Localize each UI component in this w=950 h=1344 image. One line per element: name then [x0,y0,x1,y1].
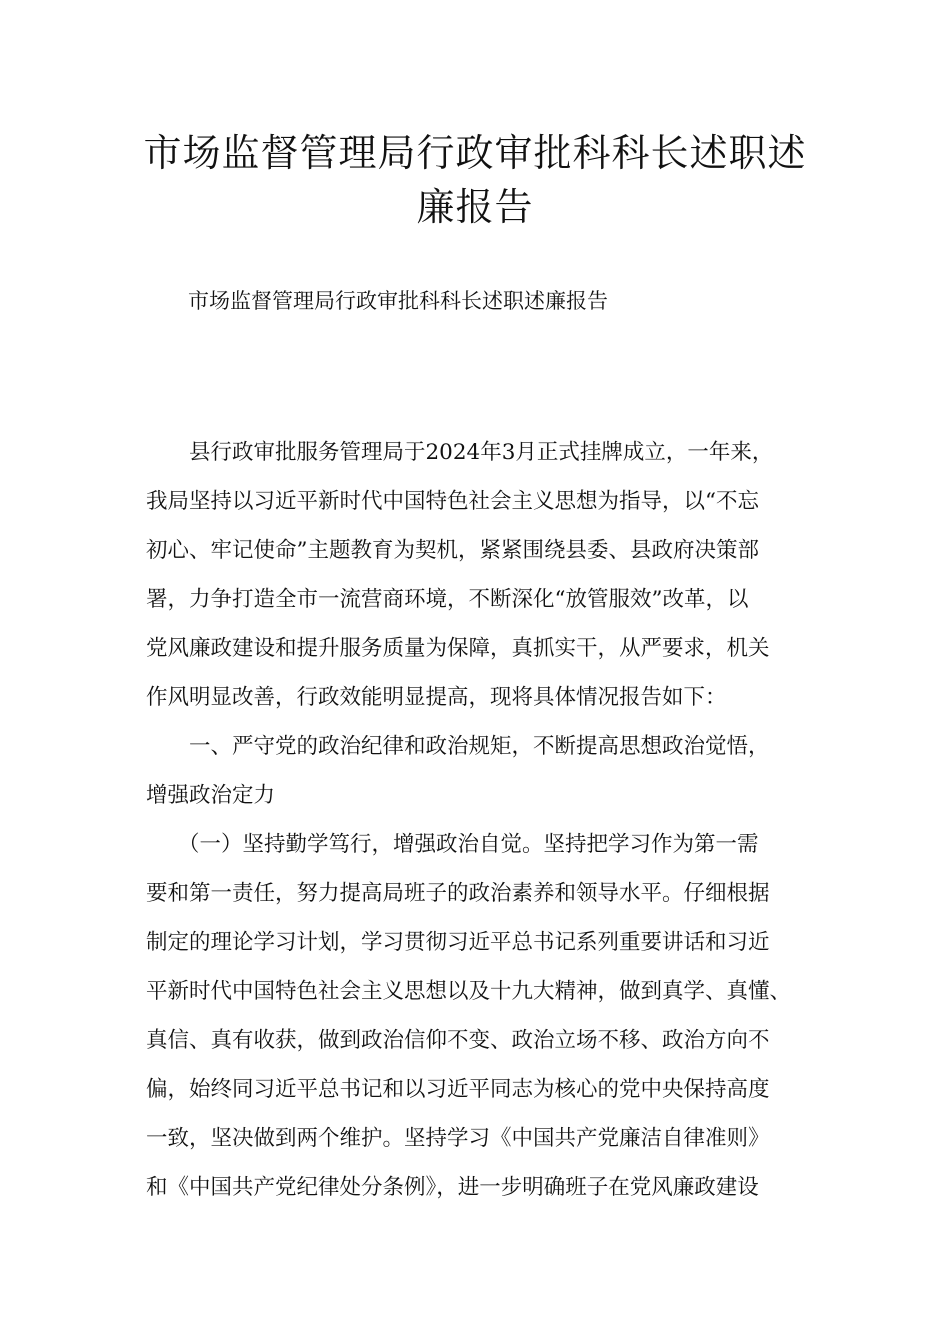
title-line: 市场监督管理局行政审批科科长述职述 [143,131,807,175]
paragraph-line: 偏，始终同习近平总书记和以习近平同志为核心的党中央保持高度 [146,1077,770,1102]
paragraph-line: 要和第一责任，努力提高局班子的政治素养和领导水平。仔细根据 [146,881,770,906]
paragraph-line: 县行政审批服务管理局于2024年3月正式挂牌成立，一年来， [189,440,774,465]
section-heading [146,722,810,820]
paragraph-line: 平新时代中国特色社会主义思想以及十九大精神，做到真学、真懂、 [146,979,792,1004]
document-subtitle: 市场监督管理局行政审批科科长述职述廉报告 [188,289,608,313]
paragraph-line: （一）坚持勤学笃行，增强政治自觉。坚持把学习作为第一需 [178,832,759,857]
paragraph-line: 署，力争打造全市一流营商环境，不断深化“放管服效”改革，以 [146,587,749,612]
paragraph-line: 初心、牢记使命”主题教育为契机，紧紧围绕县委、县政府决策部 [146,538,759,563]
title-line: 廉报告 [416,185,534,229]
intro-paragraph [146,428,810,722]
paragraph-line: 作风明显改善，行政效能明显提高，现将具体情况报告如下： [146,685,727,710]
subsection-paragraph [146,820,810,1212]
paragraph-line: 我局坚持以习近平新时代中国特色社会主义思想为指导，以“不忘 [146,489,759,514]
paragraph-line: 增强政治定力 [146,783,276,808]
paragraph-line: 和《中国共产党纪律处分条例》，进一步明确班子在党风廉政建设 [146,1175,759,1200]
paragraph-line: 一致，坚决做到两个维护。坚持学习《中国共产党廉洁自律准则》 [146,1126,770,1151]
paragraph-line: 一、严守党的政治纪律和政治规矩，不断提高思想政治觉悟， [189,734,770,759]
paragraph-line: 真信、真有收获，做到政治信仰不变、政治立场不移、政治方向不 [146,1028,770,1053]
document-title [120,126,830,234]
paragraph-line: 制定的理论学习计划，学习贯彻习近平总书记系列重要讲话和习近 [146,930,770,955]
paragraph-line: 党风廉政建设和提升服务质量为保障，真抓实干，从严要求，机关 [146,636,770,661]
